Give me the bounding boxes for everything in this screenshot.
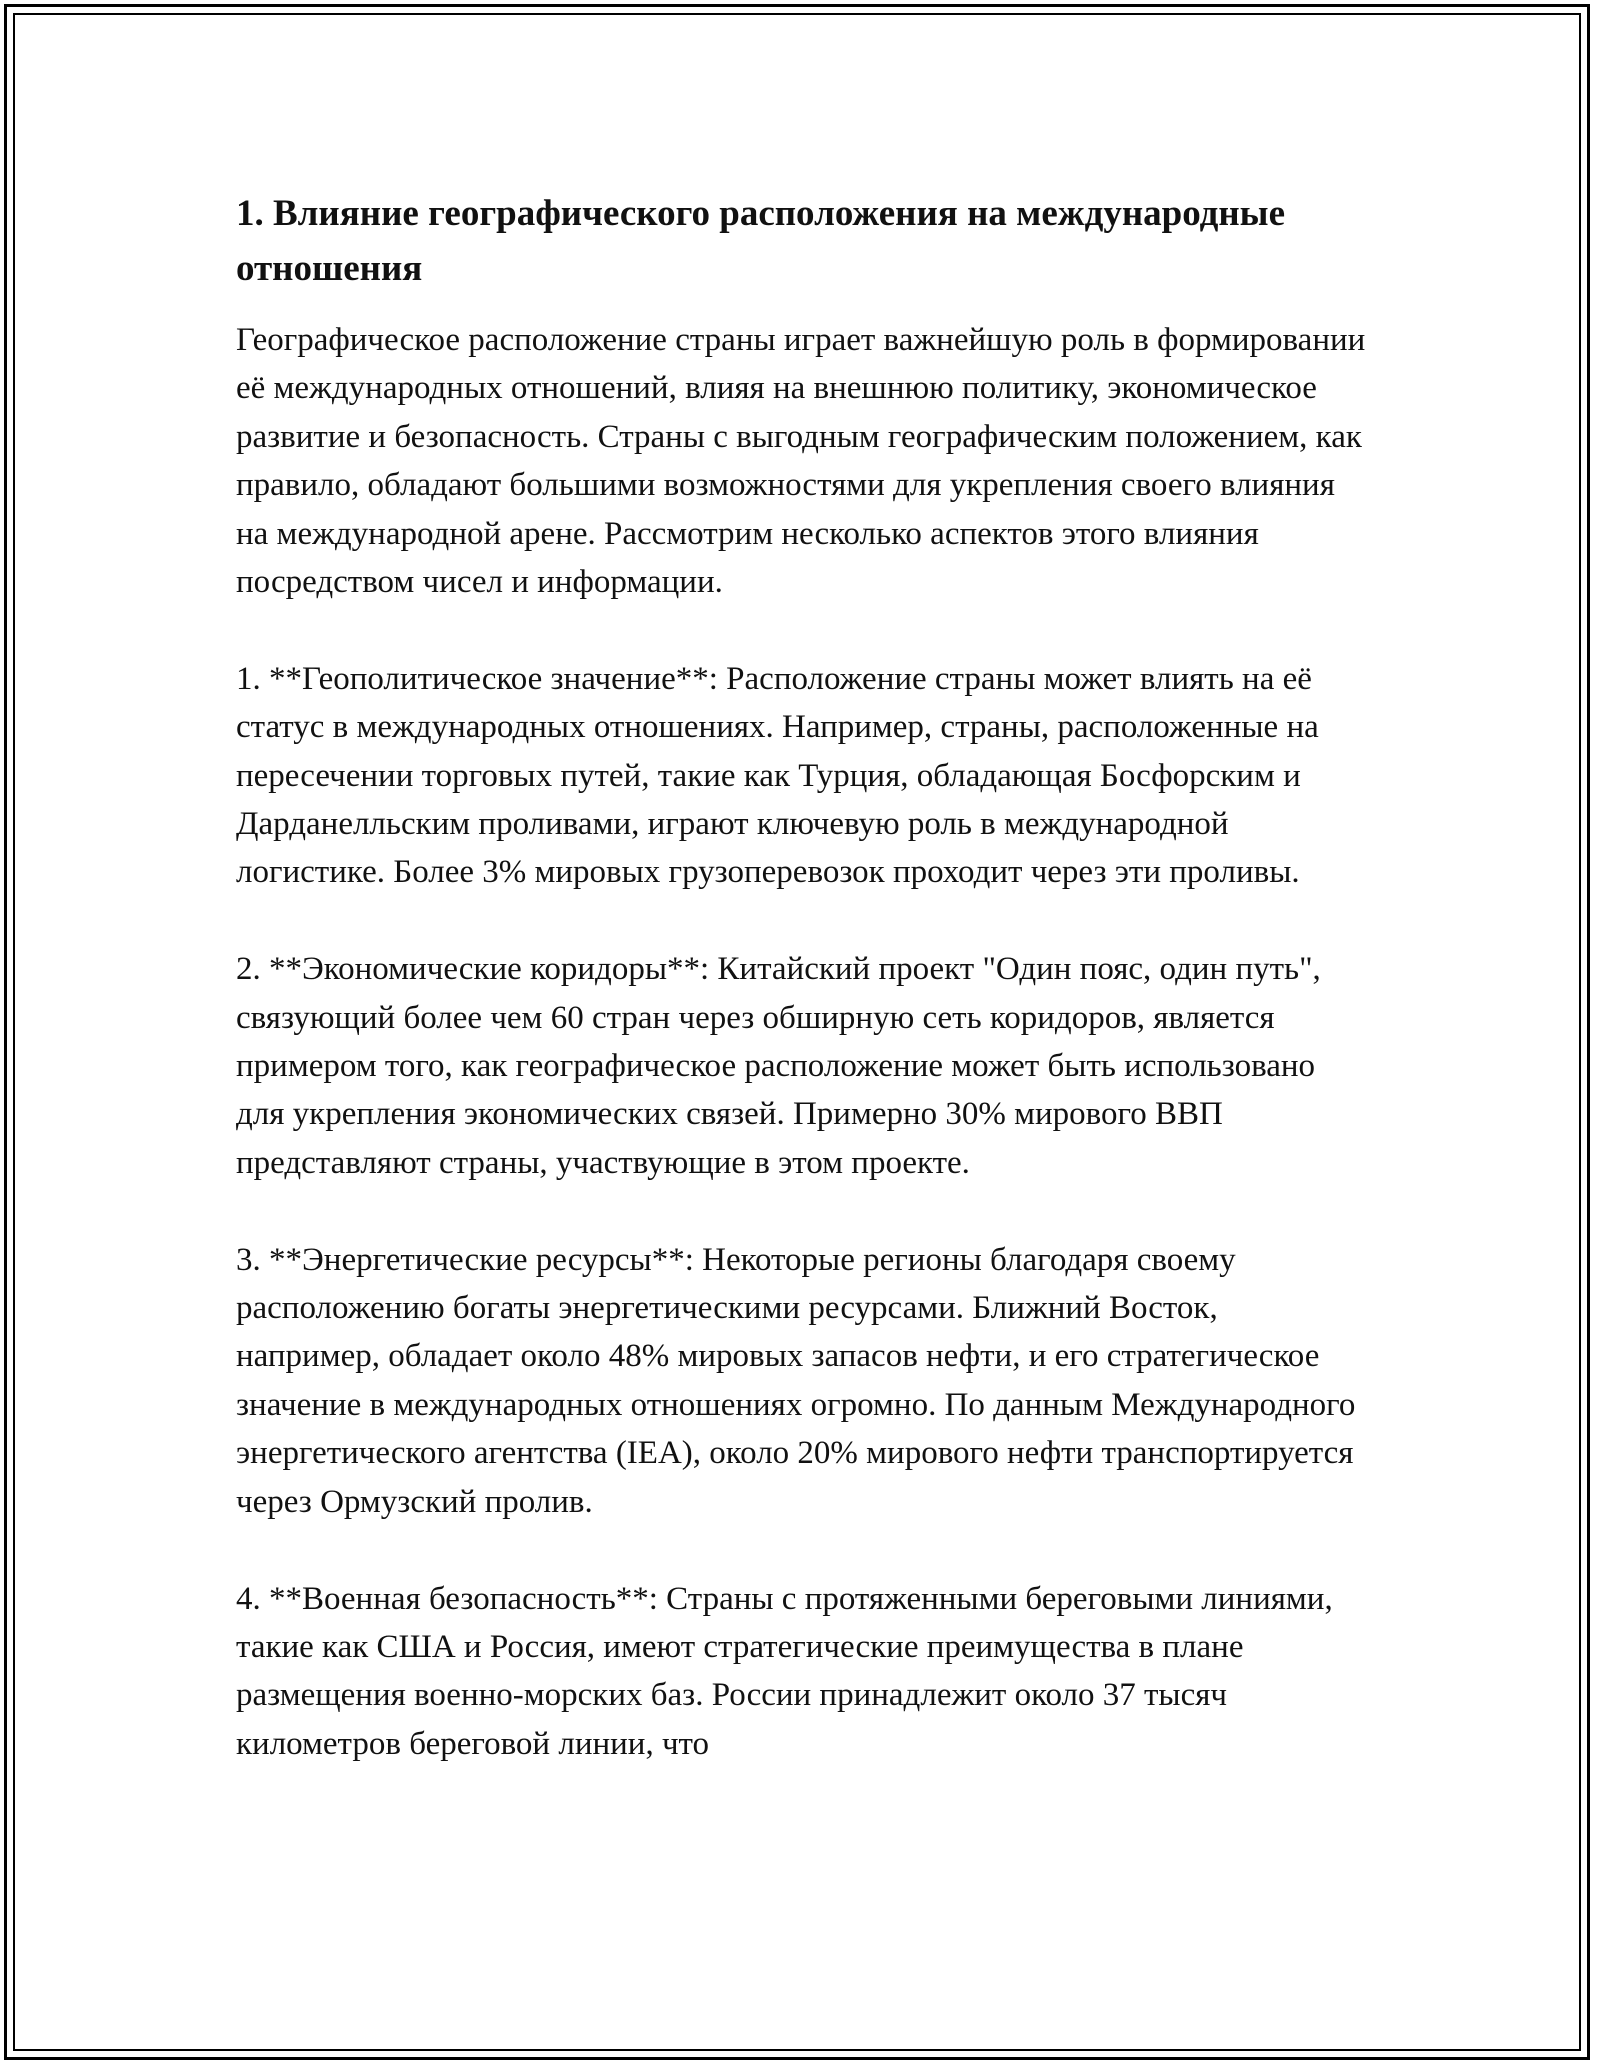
- list-item-military-security: 4. **Военная безопасность**: Страны с протяженными береговыми линиями, такие как США и Россия, имеют стратегические преимущества в плане размещения военно-морских баз. России принадлежит около 37 тысяч километров береговой линии, что: [236, 1580, 1333, 1762]
- list-item-economic-corridors: 2. **Экономические коридоры**: Китайский проект "Один пояс, один путь", связующий более чем 60 стран через обширную сеть коридоров, является примером того, как географическое расположение может быть использовано для укрепления экономических связей. Примерно 30% мирового ВВП представляют страны, участвующие в этом проекте.: [236, 951, 1321, 1181]
- document-body: [236, 186, 1366, 1768]
- list-item-energy-resources: 3. **Энергетические ресурсы**: Некоторые регионы благодаря своему расположению богаты энергетическими ресурсами. Ближний Восток, например, обладает около 48% мировых запасов нефти, и его стратегическое значение в международных отношениях огромно. По данным Международного энергетического агентства (IEA), около 20% мирового нефти транспортируется через Ормузский пролив.: [236, 1241, 1356, 1520]
- section-heading: 1. Влияние географического расположения на международные отношения: [236, 193, 1285, 289]
- intro-paragraph: Географическое расположение страны играет важнейшую роль в формировании её международных отношений, влияя на внешнюю политику, экономическое развитие и безопасность. Страны с выгодным географическим положением, как правило, обладают большими возможностями для укрепления своего влияния на международной арене. Рассмотрим несколько аспектов этого влияния посредством чисел и информации.: [236, 322, 1366, 601]
- list-item-geopolitical: 1. **Геополитическое значение**: Расположение страны может влиять на её статус в международных отношениях. Например, страны, расположенные на пересечении торговых путей, такие как Турция, обладающая Босфорским и Дарданелльским проливами, играют ключевую роль в международной логистике. Более 3% мировых грузоперевозок проходит через эти проливы.: [236, 660, 1319, 891]
